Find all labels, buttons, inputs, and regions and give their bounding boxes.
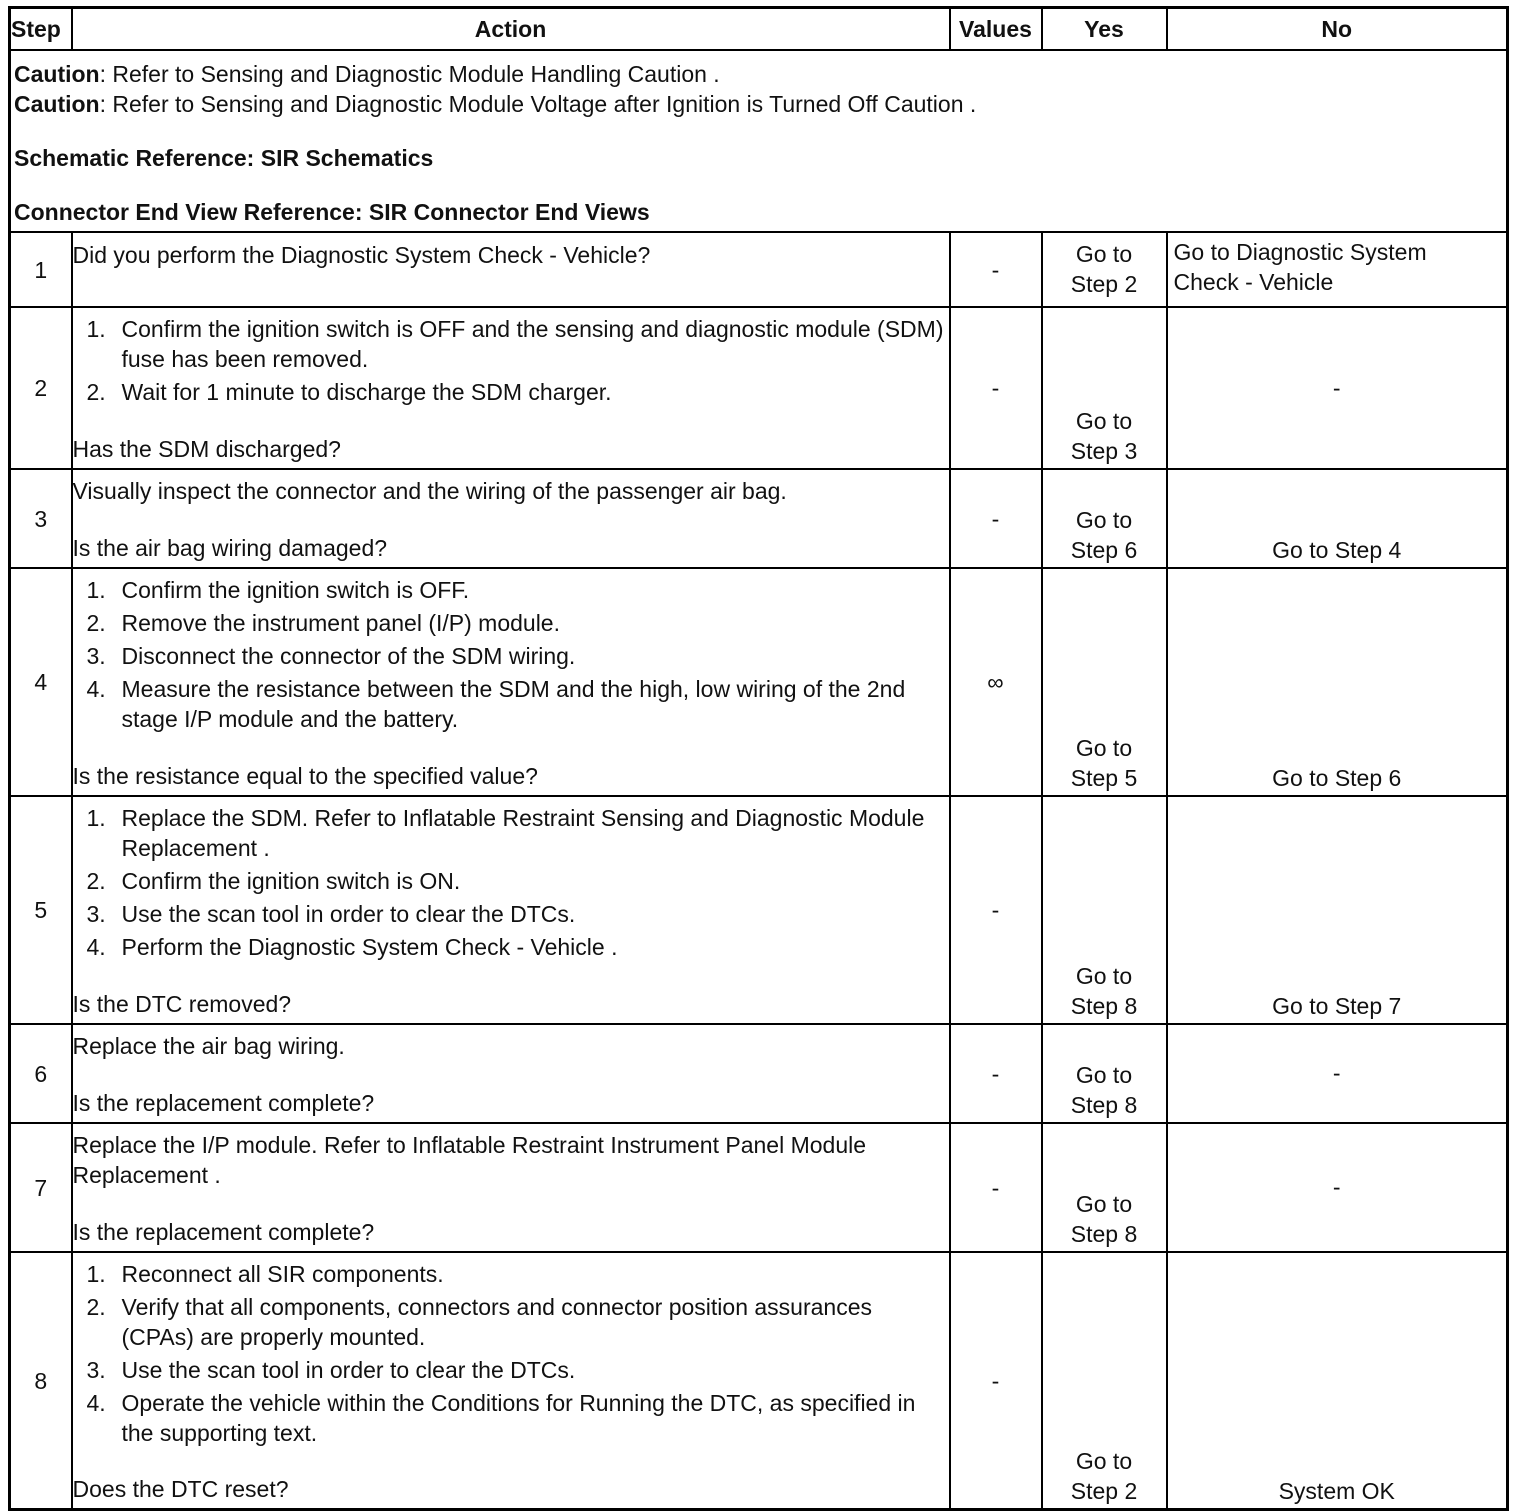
yes-cell <box>1042 568 1167 796</box>
action-step-text: Reconnect all SIR components. <box>121 1261 444 1287</box>
action-step-number: 1. <box>86 1261 106 1287</box>
no-text: Go to Step 7 <box>1272 992 1402 1019</box>
yes-text: Step 8 <box>1070 992 1138 1019</box>
action-step-text: Perform the Diagnostic System Check - Vehicle . <box>121 934 618 960</box>
caution-label: Caution <box>14 91 100 117</box>
yes-content <box>1043 799 1166 1022</box>
action-step-number: 4. <box>86 934 106 960</box>
action-cell <box>72 1123 950 1252</box>
action-cell <box>72 469 950 568</box>
action-step-item <box>73 1292 949 1352</box>
no-content <box>1168 1027 1507 1121</box>
yes-content <box>1043 1027 1166 1121</box>
action-step-item <box>73 575 949 605</box>
yes-content <box>1043 1126 1166 1250</box>
yes-content <box>1043 235 1166 304</box>
action-step-number: 2. <box>86 868 106 894</box>
action-content <box>73 571 949 793</box>
yes-content <box>1043 571 1166 794</box>
step-row-1 <box>10 232 1508 307</box>
action-step-text: Use the scan tool in order to clear the DTCs. <box>121 901 576 927</box>
action-cell <box>72 1024 950 1123</box>
action-content <box>73 799 949 1021</box>
action-step-item <box>73 899 949 929</box>
action-step-number: 2. <box>86 379 106 405</box>
yes-text: Step 3 <box>1070 437 1138 464</box>
step-number: 3 <box>10 469 72 568</box>
header-step: Step <box>10 8 72 51</box>
action-instructions <box>73 1255 949 1448</box>
action-step-number: 1. <box>86 577 106 603</box>
step-row-6 <box>10 1024 1508 1123</box>
yes-text: Step 8 <box>1070 1091 1138 1118</box>
values-cell: - <box>950 1123 1042 1252</box>
yes-cell <box>1042 469 1167 568</box>
values-cell: - <box>950 796 1042 1024</box>
no-text: Check - Vehicle <box>1173 269 1334 295</box>
action-step-number: 2. <box>86 1294 106 1320</box>
action-cell <box>72 568 950 796</box>
action-question: Is the DTC removed? <box>72 991 292 1017</box>
action-instructions <box>73 1126 949 1190</box>
schematic-reference: Schematic Reference: SIR Schematics <box>14 145 434 171</box>
no-text: - <box>1332 1060 1341 1086</box>
step-number: 4 <box>10 568 72 796</box>
no-content <box>1168 1255 1507 1507</box>
action-step-list <box>73 575 949 734</box>
action-step-item <box>73 803 949 863</box>
action-question: Is the air bag wiring damaged? <box>72 535 388 561</box>
no-content <box>1168 472 1507 566</box>
action-content <box>73 1126 949 1249</box>
step-number: 5 <box>10 796 72 1024</box>
no-cell <box>1167 1123 1508 1252</box>
step-row-7 <box>10 1123 1508 1252</box>
action-text: Replace the air bag wiring. <box>72 1033 345 1059</box>
step-number: 1 <box>10 232 72 307</box>
yes-cell <box>1042 307 1167 469</box>
step-number: 2 <box>10 307 72 469</box>
action-cell <box>72 1252 950 1510</box>
action-instructions <box>73 571 949 734</box>
no-cell <box>1167 469 1508 568</box>
action-step-text: Measure the resistance between the SDM and the high, low wiring of the 2nd stage I/P module and the battery. <box>121 676 906 732</box>
action-step-text: Confirm the ignition switch is OFF and the sensing and diagnostic module (SDM) fuse has been removed. <box>121 316 944 372</box>
caution-note <box>14 89 1503 119</box>
step-row-2 <box>10 307 1508 469</box>
action-step-text: Verify that all components, connectors and connector position assurances (CPAs) are properly mounted. <box>121 1294 872 1350</box>
action-cell <box>72 796 950 1024</box>
action-step-text: Replace the SDM. Refer to Inflatable Restraint Sensing and Diagnostic Module Replacement . <box>121 805 925 861</box>
action-step-list <box>73 1259 949 1448</box>
action-step-text: Confirm the ignition switch is ON. <box>121 868 461 894</box>
action-step-number: 3. <box>86 901 106 927</box>
no-text: Go to Step 4 <box>1272 536 1402 563</box>
action-step-number: 3. <box>86 1357 106 1383</box>
action-instructions <box>73 1027 949 1061</box>
no-text: Go to Step 6 <box>1272 764 1402 791</box>
step-row-3 <box>10 469 1508 568</box>
yes-text: Go to <box>1075 1190 1133 1217</box>
yes-text: Step 6 <box>1070 536 1138 563</box>
no-cell <box>1167 1024 1508 1123</box>
step-number: 7 <box>10 1123 72 1252</box>
no-text: System OK <box>1278 1477 1395 1504</box>
action-step-number: 2. <box>86 610 106 636</box>
header-action: Action <box>72 8 950 51</box>
connector-reference: Connector End View Reference: SIR Connector End Views <box>14 199 650 225</box>
yes-cell <box>1042 1123 1167 1252</box>
no-content <box>1168 799 1507 1022</box>
action-text: Replace the I/P module. Refer to Inflatable Restraint Instrument Panel Module Replacement . <box>72 1132 867 1188</box>
no-text: - <box>1332 374 1341 401</box>
yes-text: Go to <box>1075 241 1133 267</box>
no-content <box>1168 233 1507 306</box>
action-question: Does the DTC reset? <box>72 1476 289 1502</box>
yes-text: Go to <box>1075 1061 1133 1088</box>
action-text: Did you perform the Diagnostic System Check - Vehicle? <box>72 241 651 268</box>
no-cell <box>1167 568 1508 796</box>
yes-cell <box>1042 232 1167 307</box>
action-step-number: 3. <box>86 643 106 669</box>
action-question: Is the resistance equal to the specified value? <box>72 763 538 789</box>
header-values: Values <box>950 8 1042 51</box>
action-question: Is the replacement complete? <box>72 1219 375 1245</box>
action-content <box>73 472 949 565</box>
yes-cell <box>1042 796 1167 1024</box>
yes-text: Step 2 <box>1070 271 1138 297</box>
caution-text: : Refer to Sensing and Diagnostic Module Handling Caution . <box>99 61 720 87</box>
no-content <box>1168 1126 1507 1250</box>
no-cell <box>1167 232 1508 307</box>
step-row-4 <box>10 568 1508 796</box>
action-question: Is the replacement complete? <box>72 1090 375 1116</box>
action-step-item <box>73 866 949 896</box>
action-instructions <box>73 472 949 506</box>
action-content <box>73 310 949 466</box>
action-step-item <box>73 608 949 638</box>
no-text: - <box>1332 1174 1341 1200</box>
action-content <box>73 1027 949 1120</box>
caution-label: Caution <box>14 61 100 87</box>
notes-row <box>10 50 1508 232</box>
caution-note <box>14 59 1503 89</box>
action-cell <box>72 307 950 469</box>
yes-content <box>1043 472 1166 566</box>
diagnostic-table <box>8 6 1509 1511</box>
values-cell: - <box>950 1024 1042 1123</box>
no-cell <box>1167 796 1508 1024</box>
step-number: 6 <box>10 1024 72 1123</box>
action-step-item <box>73 314 949 374</box>
action-text: Visually inspect the connector and the wiring of the passenger air bag. <box>72 478 787 504</box>
yes-text: Go to <box>1075 1447 1133 1474</box>
action-content <box>73 236 949 304</box>
action-step-list <box>73 803 949 962</box>
action-step-number: 4. <box>86 1390 106 1416</box>
values-cell: - <box>950 1252 1042 1510</box>
no-cell <box>1167 1252 1508 1510</box>
action-step-item <box>73 641 949 671</box>
yes-content <box>1043 1255 1166 1507</box>
action-step-item <box>73 1259 949 1289</box>
yes-text: Go to <box>1075 734 1133 761</box>
caution-text: : Refer to Sensing and Diagnostic Module Voltage after Ignition is Turned Off Caution . <box>99 91 977 117</box>
yes-text: Go to <box>1075 407 1133 434</box>
yes-text: Step 8 <box>1070 1220 1138 1247</box>
yes-cell <box>1042 1024 1167 1123</box>
step-row-5 <box>10 796 1508 1024</box>
step-number: 8 <box>10 1252 72 1510</box>
header-yes: Yes <box>1042 8 1167 51</box>
yes-text: Go to <box>1075 962 1133 989</box>
no-cell <box>1167 307 1508 469</box>
yes-cell <box>1042 1252 1167 1510</box>
step-row-8 <box>10 1252 1508 1510</box>
action-step-item <box>73 1355 949 1385</box>
values-cell: ∞ <box>950 568 1042 796</box>
action-step-number: 1. <box>86 805 106 831</box>
action-step-list <box>73 314 949 407</box>
action-step-item <box>73 674 949 734</box>
yes-text: Step 2 <box>1070 1477 1138 1504</box>
action-step-text: Disconnect the connector of the SDM wiring. <box>121 643 576 669</box>
yes-text: Go to <box>1075 506 1133 533</box>
header-no: No <box>1167 8 1508 51</box>
action-step-number: 4. <box>86 676 106 702</box>
action-step-item <box>73 932 949 962</box>
values-cell: - <box>950 307 1042 469</box>
action-instructions <box>73 310 949 407</box>
action-step-text: Remove the instrument panel (I/P) module. <box>121 610 560 636</box>
action-step-text: Operate the vehicle within the Conditions for Running the DTC, as specified in the supporting text. <box>121 1390 916 1446</box>
action-content <box>73 1255 949 1506</box>
no-content <box>1168 571 1507 794</box>
no-text: Go to Diagnostic System <box>1173 239 1427 265</box>
notes-cell <box>10 50 1508 232</box>
no-content <box>1168 310 1507 467</box>
action-step-item <box>73 377 949 407</box>
yes-content <box>1043 310 1166 467</box>
action-step-text: Confirm the ignition switch is OFF. <box>121 577 470 603</box>
action-instructions <box>73 236 949 270</box>
action-instructions <box>73 799 949 962</box>
values-cell: - <box>950 469 1042 568</box>
action-step-text: Use the scan tool in order to clear the DTCs. <box>121 1357 576 1383</box>
yes-text: Step 5 <box>1070 764 1138 791</box>
action-step-item <box>73 1388 949 1448</box>
values-cell: - <box>950 232 1042 307</box>
action-cell <box>72 232 950 307</box>
action-step-text: Wait for 1 minute to discharge the SDM charger. <box>121 379 612 405</box>
action-question: Has the SDM discharged? <box>72 436 341 462</box>
header-row <box>10 8 1508 51</box>
action-step-number: 1. <box>86 316 106 342</box>
